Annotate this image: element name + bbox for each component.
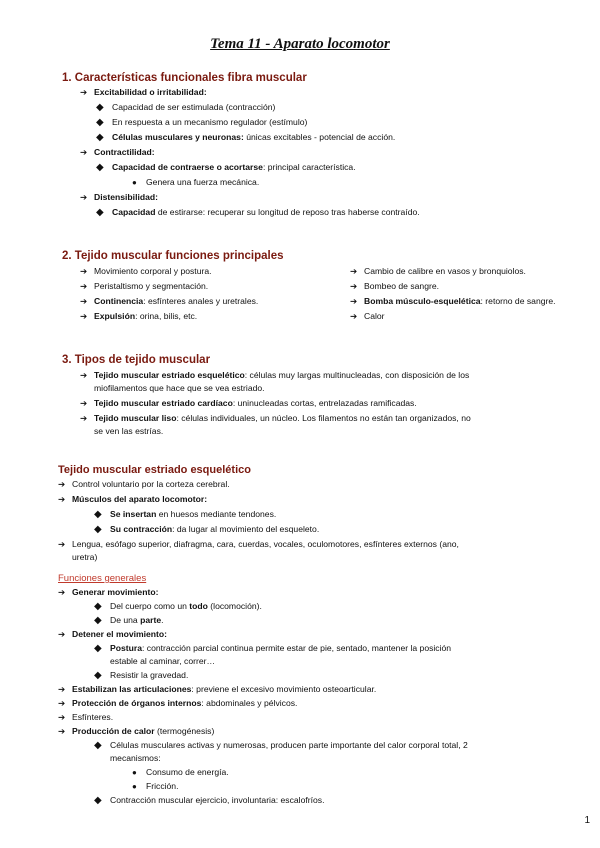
bullet-icon: ● (132, 768, 137, 777)
arrow-icon: ➔ (350, 266, 358, 276)
list-item: ➔ Lengua, esófago superior, diafragma, cara, cuerdas, vocales, oculomotores, esfínteres externos (ano, (58, 539, 459, 549)
page-title: Tema 11 - Aparato locomotor (210, 36, 390, 52)
diamond-icon: ◆ (94, 740, 102, 751)
arrow-icon: ➔ (58, 684, 66, 694)
arrow-icon: ➔ (80, 296, 88, 306)
list-item: ➔ Generar movimiento: (58, 587, 159, 597)
list-item: ◆ De una parte. (94, 615, 164, 626)
diamond-icon: ◆ (94, 524, 102, 535)
arrow-icon: ➔ (58, 539, 66, 549)
arrow-icon: ➔ (58, 587, 66, 597)
subsection-heading: Funciones generales (58, 573, 147, 584)
list-item: ➔ Protección de órganos internos: abdominales y pélvicos. (58, 698, 298, 708)
list-item: ● Genera una fuerza mecánica. (132, 177, 260, 187)
arrow-icon: ➔ (80, 398, 88, 408)
list-item-continuation: uretra) (72, 552, 98, 562)
list-item: ➔ Músculos del aparato locomotor: (58, 494, 208, 504)
bullet-icon: ● (132, 782, 137, 791)
diamond-icon: ◆ (94, 795, 102, 806)
list-item: ◆ Capacidad de ser estimulada (contracción) (96, 102, 276, 113)
page-number: 1 (584, 815, 590, 826)
diamond-icon: ◆ (94, 509, 102, 520)
bullet-icon: ● (132, 178, 137, 187)
list-item: ➔ Cambio de calibre en vasos y bronquiolos. (350, 266, 526, 276)
arrow-icon: ➔ (80, 370, 88, 380)
section-1-heading: 1. Características funcionales fibra muscular (62, 72, 307, 84)
diamond-icon: ◆ (94, 615, 102, 626)
arrow-icon: ➔ (80, 266, 88, 276)
arrow-icon: ➔ (58, 479, 66, 489)
list-item: ◆ Células musculares y neuronas: únicas excitables - potencial de acción. (96, 132, 396, 143)
section-2-heading: 2. Tejido muscular funciones principales (62, 250, 284, 262)
arrow-icon: ➔ (80, 87, 88, 97)
diamond-icon: ◆ (96, 117, 104, 128)
arrow-icon: ➔ (58, 726, 66, 736)
list-item: ➔ Estabilizan las articulaciones: previene el excesivo movimiento osteoarticular. (58, 684, 377, 694)
list-item: ◆ Resistir la gravedad. (94, 670, 189, 681)
arrow-icon: ➔ (80, 311, 88, 321)
list-item: ◆ Contracción muscular ejercicio, involuntaria: escalofríos. (94, 795, 325, 806)
diamond-icon: ◆ (96, 207, 104, 218)
list-item-continuation: miofilamentos que hace que se vea estriado. (94, 383, 265, 393)
diamond-icon: ◆ (96, 162, 104, 173)
arrow-icon: ➔ (350, 281, 358, 291)
list-item: ➔ Bomba músculo-esquelética: retorno de sangre. (350, 296, 556, 306)
list-item: ◆ Células musculares activas y numerosas, producen parte importante del calor corporal total, 2 (94, 740, 468, 751)
diamond-icon: ◆ (94, 643, 102, 654)
section-3-heading: 3. Tipos de tejido muscular (62, 354, 211, 366)
list-item: ➔ Continencia: esfínteres anales y uretrales. (80, 296, 259, 306)
list-item: ➔ Contractilidad: (80, 147, 155, 157)
list-item: ◆ En respuesta a un mecanismo regulador (estímulo) (96, 117, 308, 128)
list-item: ➔ Tejido muscular estriado cardíaco: uninucleadas cortas, entrelazadas ramificadas. (80, 398, 417, 408)
list-item: ● Fricción. (132, 781, 179, 791)
list-item-continuation: se ven las estrías. (94, 426, 164, 436)
list-item: ◆ Del cuerpo como un todo (locomoción). (94, 601, 262, 612)
arrow-icon: ➔ (80, 281, 88, 291)
diamond-icon: ◆ (96, 132, 104, 143)
list-item: ➔ Esfínteres. (58, 712, 114, 722)
diamond-icon: ◆ (94, 601, 102, 612)
list-item-continuation: mecanismos: (110, 753, 161, 763)
list-item: ◆ Capacidad de contraerse o acortarse: principal característica. (96, 162, 356, 173)
arrow-icon: ➔ (350, 311, 358, 321)
arrow-icon: ➔ (80, 147, 88, 157)
list-item: ➔ Producción de calor (termogénesis) (58, 726, 215, 736)
list-item: ➔ Control voluntario por la corteza cerebral. (58, 479, 230, 489)
list-item: ➔ Detener el movimiento: (58, 629, 168, 639)
list-item: ➔ Excitabilidad o irritabilidad: (80, 87, 207, 97)
list-item: ● Consumo de energía. (132, 767, 229, 777)
subsection-heading: Tejido muscular estriado esquelético (58, 464, 251, 476)
arrow-icon: ➔ (58, 698, 66, 708)
list-item: ➔ Movimiento corporal y postura. (80, 266, 212, 276)
list-item: ➔ Tejido muscular estriado esquelético: células muy largas multinucleadas, con disposición de los (80, 370, 470, 380)
list-item: ➔ Bombeo de sangre. (350, 281, 440, 291)
arrow-icon: ➔ (80, 413, 88, 423)
list-item: ➔ Peristaltismo y segmentación. (80, 281, 209, 291)
list-item: ➔ Tejido muscular liso: células individuales, un núcleo. Los filamentos no están tan organizados, no (80, 413, 471, 423)
list-item: ➔ Expulsión: orina, bilis, etc. (80, 311, 198, 321)
arrow-icon: ➔ (80, 192, 88, 202)
arrow-icon: ➔ (58, 494, 66, 504)
arrow-icon: ➔ (350, 296, 358, 306)
diamond-icon: ◆ (94, 670, 102, 681)
arrow-icon: ➔ (58, 629, 66, 639)
list-item: ◆ Su contracción: da lugar al movimiento del esqueleto. (94, 524, 320, 535)
arrow-icon: ➔ (58, 712, 66, 722)
list-item: ◆ Capacidad de estirarse: recuperar su longitud de reposo tras haberse contraído. (96, 207, 420, 218)
list-item-continuation: estable al caminar, correr… (110, 656, 216, 666)
list-item: ◆ Postura: contracción parcial continua permite estar de pie, sentado, mantener la posición (94, 643, 452, 654)
list-item: ➔ Distensibilidad: (80, 192, 158, 202)
diamond-icon: ◆ (96, 102, 104, 113)
list-item: ➔ Calor (350, 311, 385, 321)
list-item: ◆ Se insertan en huesos mediante tendones. (94, 509, 277, 520)
